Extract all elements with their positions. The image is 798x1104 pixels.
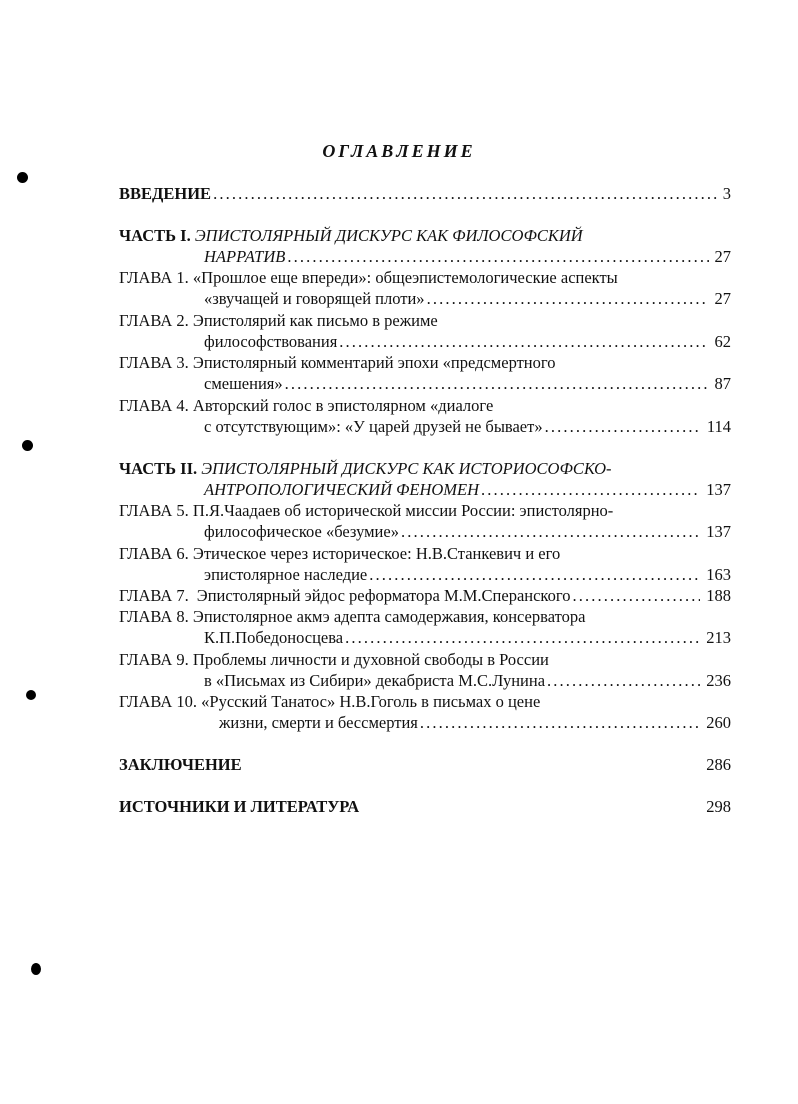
chapter-label: ГЛАВА 5.: [119, 501, 189, 520]
toc-entry-chapter-6[interactable]: [119, 543, 731, 585]
toc-entry-sources[interactable]: [119, 796, 731, 817]
page-number: 286: [706, 755, 731, 774]
page-number: 163: [706, 565, 731, 584]
page-number: 137: [706, 480, 731, 499]
chapter-title-line1: Этическое через историческое: Н.В.Станкевич и его: [192, 544, 561, 563]
dot-leader: [401, 521, 700, 542]
chapter-title-line1: Эпистолярное акмэ адепта самодержавия, консерватора: [192, 607, 586, 626]
toc-entry-part-1[interactable]: [119, 225, 731, 267]
toc-entry-chapter-7[interactable]: [119, 585, 731, 606]
chapter-title-line2: в «Письмах из Сибири» декабриста М.С.Лунина: [204, 671, 546, 690]
page-number: 27: [714, 247, 731, 266]
dot-leader: [420, 712, 700, 733]
part-title-line2: НАРРАТИВ: [204, 247, 286, 266]
dot-leader: [339, 331, 708, 352]
chapter-label: ГЛАВА 7.: [119, 586, 189, 605]
chapter-label: ГЛАВА 4.: [119, 396, 189, 415]
chapter-title-line2: эпистолярное наследие: [204, 565, 368, 584]
toc-entry-chapter-5[interactable]: [119, 500, 731, 542]
toc-entry-chapter-2[interactable]: [119, 310, 731, 352]
chapter-title-line1: Эпистолярий как письмо в режиме: [192, 311, 438, 330]
chapter-label: ГЛАВА 9.: [119, 650, 189, 669]
chapter-label: ГЛАВА 1.: [119, 268, 189, 287]
page-number: 62: [714, 332, 731, 351]
toc-entry-chapter-8[interactable]: [119, 606, 731, 648]
chapter-title-line1: П.Я.Чаадаев об исторической миссии России: эпистолярно-: [192, 501, 614, 520]
page-number: 27: [714, 289, 731, 308]
dot-leader: [481, 479, 700, 500]
part-prefix: ЧАСТЬ I.: [119, 226, 191, 245]
page-number: 260: [706, 713, 731, 732]
toc-entry-intro[interactable]: [119, 183, 731, 204]
chapter-label: ГЛАВА 10.: [119, 692, 198, 711]
page-number: 213: [706, 628, 731, 647]
dot-leader: [285, 373, 709, 394]
scan-speck: [26, 690, 36, 700]
page-number: 87: [714, 374, 731, 393]
chapter-title-line2: жизни, смерти и бессмертия: [219, 713, 418, 732]
toc-title: ОГЛАВЛЕНИЕ: [322, 141, 476, 161]
chapter-label: ГЛАВА 3.: [119, 353, 189, 372]
entry-label: ЗАКЛЮЧЕНИЕ: [119, 755, 242, 774]
chapter-title-line2: К.П.Победоносцева: [204, 628, 344, 647]
page-number: 188: [706, 586, 731, 605]
entry-label: ИСТОЧНИКИ И ЛИТЕРАТУРА: [119, 797, 360, 816]
page-number: 137: [706, 522, 731, 541]
part-title-line2: АНТРОПОЛОГИЧЕСКИЙ ФЕНОМЕН: [204, 480, 480, 499]
toc-entry-chapter-4[interactable]: [119, 395, 731, 437]
chapter-label: ГЛАВА 2.: [119, 311, 189, 330]
page-number: 236: [706, 671, 731, 690]
dot-leader: [545, 416, 701, 437]
chapter-title-line2: с отсутствующим»: «У царей друзей не бывает»: [204, 417, 543, 436]
scan-speck: [22, 440, 33, 451]
dot-leader: [427, 288, 709, 309]
page-number: 114: [706, 417, 731, 436]
part-title-line1: ЭПИСТОЛЯРНЫЙ ДИСКУРС КАК ИСТОРИОСОФСКО-: [201, 459, 612, 478]
toc-entry-chapter-1[interactable]: [119, 267, 731, 309]
part-prefix: ЧАСТЬ II.: [119, 459, 198, 478]
chapter-label: ГЛАВА 6.: [119, 544, 189, 563]
chapter-title-line1: Эпистолярный комментарий эпохи «предсмертного: [192, 353, 556, 372]
toc-entry-chapter-3[interactable]: [119, 352, 731, 394]
part-title-line1: ЭПИСТОЛЯРНЫЙ ДИСКУРС КАК ФИЛОСОФСКИЙ: [194, 226, 583, 245]
toc-entry-chapter-9[interactable]: [119, 649, 731, 691]
dot-leader: [287, 246, 708, 267]
toc-entry-conclusion[interactable]: [119, 754, 731, 775]
chapter-title-line2: философическое «безумие»: [204, 522, 399, 541]
page-number: 3: [722, 184, 731, 203]
chapter-title-line1: «Русский Танатос» Н.В.Гоголь в письмах о цене: [201, 692, 541, 711]
dot-leader: [369, 564, 700, 585]
chapter-title-line1: Эпистолярный эйдос реформатора М.М.Сперанского: [196, 586, 571, 605]
scan-speck: [17, 172, 28, 183]
dot-leader: [345, 627, 700, 648]
chapter-title-line1: Проблемы личности и духовной свободы в России: [192, 650, 549, 669]
dot-leader: [213, 183, 717, 204]
chapter-title-line1: «Прошлое еще впереди»: общеэпистемологические аспекты: [192, 268, 618, 287]
scan-speck: [31, 963, 41, 975]
chapter-title-line2: смешения»: [204, 374, 283, 393]
toc-entry-chapter-10[interactable]: [119, 691, 731, 733]
chapter-label: ГЛАВА 8.: [119, 607, 189, 626]
chapter-title-line2: «звучащей и говорящей плоти»: [204, 289, 425, 308]
page-number: 298: [706, 797, 731, 816]
dot-leader: [547, 670, 700, 691]
chapter-title-line2: философствования: [204, 332, 338, 351]
entry-label: ВВЕДЕНИЕ: [119, 184, 212, 203]
chapter-title-line1: Авторский голос в эпистолярном «диалоге: [192, 396, 494, 415]
dot-leader: [572, 585, 700, 606]
toc-entry-part-2[interactable]: [119, 458, 731, 500]
